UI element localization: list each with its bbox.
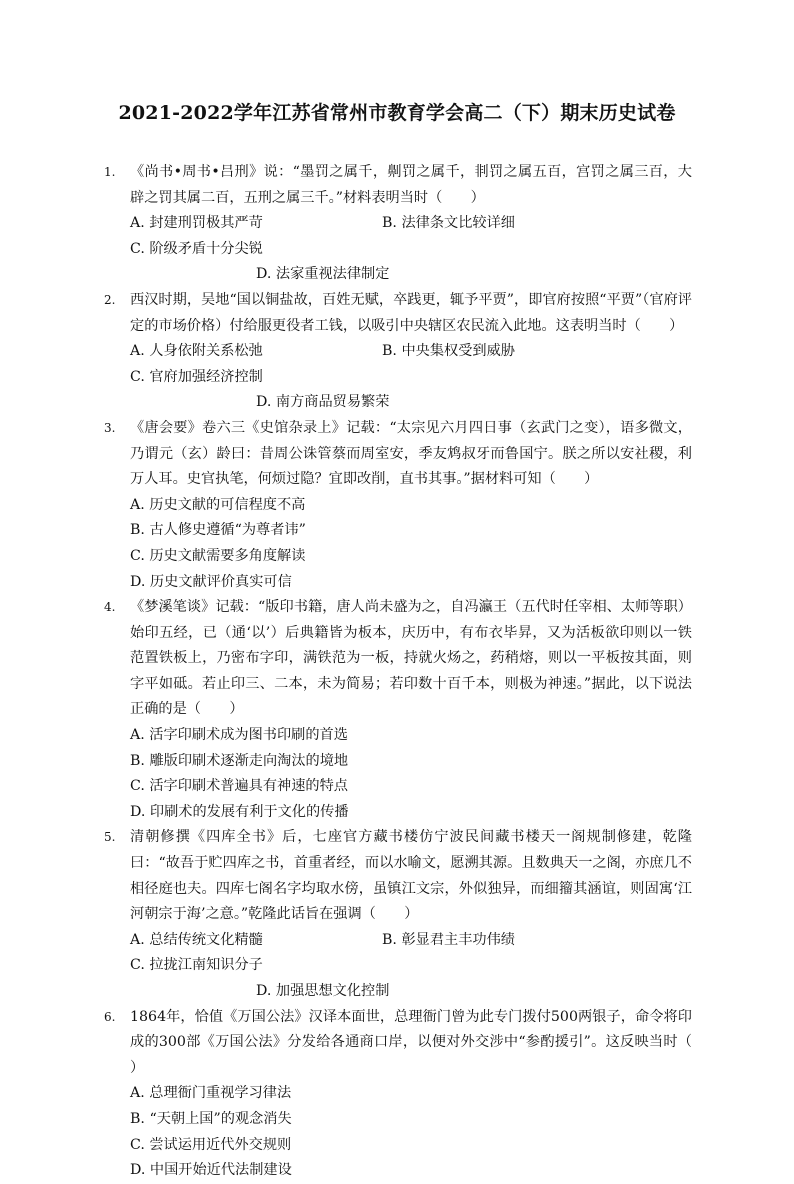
question-3 xyxy=(104,416,692,595)
option-group xyxy=(130,1081,692,1183)
option-d: D. 南方商品贸易繁荣 xyxy=(256,394,390,411)
question-1 xyxy=(104,160,692,288)
question-5 xyxy=(104,825,692,1004)
question-number: 6. xyxy=(104,1009,116,1024)
question-number: 2. xyxy=(104,292,116,307)
option-group xyxy=(130,493,692,595)
option-c: C. 历史文献需要多角度解读 xyxy=(130,547,306,564)
question-stem: 《唐会要》卷六三《史馆杂录上》记载：“太宗见六月四日事（玄武门之变），语多微文，乃谓元（玄）龄曰：昔周公诛管蔡而周室安，季友鸩叔牙而鲁国宁。朕之所以安社稷，利万人耳。史官执笔，何烦过隐？宜即改削，直书其事。”据材料可知（ ） xyxy=(130,419,692,488)
option-c: C. 官府加强经济控制 xyxy=(130,368,263,385)
question-4 xyxy=(104,595,692,825)
exam-title: 2021-2022学年江苏省常州市教育学会高二（下）期末历史试卷 xyxy=(118,102,676,124)
option-b: B. “天朝上国”的观念消失 xyxy=(130,1110,292,1127)
option-group xyxy=(130,339,692,416)
question-number: 5. xyxy=(104,830,116,845)
option-group xyxy=(130,928,692,1005)
option-c: C. 阶级矛盾十分尖锐 xyxy=(130,240,263,257)
option-b: B. 古人修史遵循“为尊者讳” xyxy=(130,522,306,539)
question-stem: 1864年，恰值《万国公法》汉译本面世，总理衙门曾为此专门拨付500两银子，命令将印成的300部《万国公法》分发给各通商口岸，以便对外交涉中“参酌援引”。这反映当时（ ） xyxy=(130,1008,721,1076)
option-b: B. 中央集权受到威胁 xyxy=(382,343,515,360)
question-number: 1. xyxy=(104,165,116,179)
option-a: A. 活字印刷术成为图书印刷的首选 xyxy=(130,727,348,744)
question-number: 4. xyxy=(104,600,116,615)
question-2 xyxy=(104,288,692,416)
option-a: A. 总理衙门重视学习律法 xyxy=(130,1085,292,1102)
option-b: B. 雕版印刷术逐渐走向淘汰的境地 xyxy=(130,752,349,769)
option-c: C. 拉拢江南知识分子 xyxy=(130,957,263,974)
option-a: A. 历史文献的可信程度不高 xyxy=(130,496,306,513)
option-b: B. 彰显君主丰功伟绩 xyxy=(382,931,515,948)
option-a: A. 封建刑罚极其严苛 xyxy=(130,215,263,232)
option-group xyxy=(130,211,692,288)
option-d: D. 历史文献评价真实可信 xyxy=(130,573,292,590)
option-d: D. 印刷术的发展有利于文化的传播 xyxy=(130,803,349,820)
option-a: A. 人身依附关系松弛 xyxy=(130,343,263,360)
question-stem: 《梦溪笔谈》记载：“版印书籍，唐人尚未盛为之，自冯瀛王（五代时任宰相、太师等职）始印五经，已（通‘以’）后典籍皆为板本，庆历中，有布衣毕昇，又为活板欲印则以一铁范置铁板上，乃密布字印，满铁范为一板，持就火炀之，药稍熔，则以一平板按其面，则字平如砥。若止印三、二本，未为简易；若印数十百千本，则极为神速。”据此，以下说法正确的是（ ） xyxy=(130,599,692,718)
question-list xyxy=(104,160,721,1184)
option-a: A. 总结传统文化精髓 xyxy=(130,931,263,948)
question-stem: 西汉时期，吴地“国以铜盐故，百姓无赋，卒践更，辄予平贾”，即官府按照“平贾”（官府评定的市场价格）付给服更役者工钱，以吸引中央辖区农民流入此地。这表明当时（ ） xyxy=(130,291,692,334)
question-stem: 《尚书•周书•吕刑》说：“墨罚之属千，劓罚之属千，剕罚之属五百，宫罚之属三百，大辟之罚其属二百，五刑之属三千。”材料表明当时（ ） xyxy=(130,164,692,206)
option-c: C. 尝试运用近代外交规则 xyxy=(130,1136,292,1153)
option-d: D. 法家重视法律制定 xyxy=(256,266,390,283)
option-d: D. 加强思想文化控制 xyxy=(256,983,390,999)
question-6 xyxy=(104,1005,721,1184)
option-b: B. 法律条文比较详细 xyxy=(382,215,515,232)
option-d: D. 中国开始近代法制建设 xyxy=(130,1162,292,1179)
option-group xyxy=(130,723,692,825)
question-number: 3. xyxy=(104,420,116,435)
option-c: C. 活字印刷术普遍具有神速的特点 xyxy=(130,778,348,795)
question-stem: 清朝修撰《四库全书》后，七座官方藏书楼仿宁波民间藏书楼天一阁规制修建，乾隆曰：“故吾于贮四库之书，首重者经，而以水喻文，愿溯其源。且数典天一之阁，亦庶几不相径庭也夫。四库七阁名字均取水傍，虽镇江文宗，外似独异，而细籀其涵谊，则固寓‘江河朝宗于海’之意。”乾隆此话旨在强调（ ） xyxy=(130,829,692,923)
